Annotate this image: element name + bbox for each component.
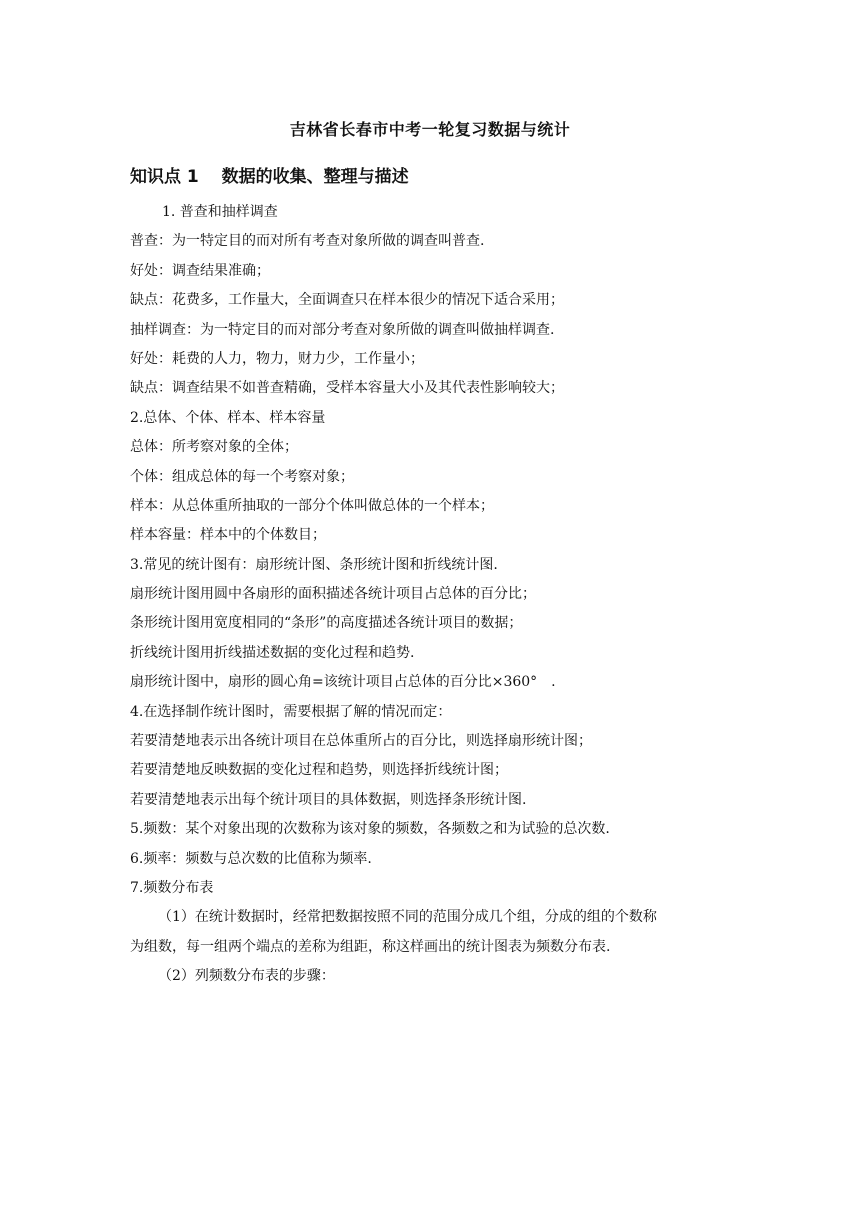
paragraph-line: 好处：耗费的人力，物力，财力少，工作量小； bbox=[130, 350, 424, 367]
paragraph-line: （2）列频数分布表的步骤： bbox=[158, 968, 335, 985]
paragraph-line: 1. 普查和抽样调查 bbox=[162, 204, 278, 220]
paragraph-line: 4.在选择制作统计图时，需要根据了解的情况而定： bbox=[130, 703, 452, 720]
paragraph-line: 若要清楚地表示出每个统计项目的具体数据，则选择条形统计图. bbox=[130, 791, 527, 808]
paragraph-line: 样本：从总体重所抽取的一部分个体叫做总体的一个样本； bbox=[130, 497, 494, 514]
paragraph-line: 若要清楚地反映数据的变化过程和趋势，则选择折线统计图； bbox=[130, 762, 508, 779]
paragraph-line: 普查：为一特定目的而对所有考查对象所做的调查叫普查. bbox=[130, 233, 485, 250]
paragraph-line: 为组数，每一组两个端点的差称为组距，称这样画出的统计图表为频数分布表. bbox=[130, 938, 611, 955]
section-heading: 知识点 1 数据的收集、整理与描述 bbox=[130, 167, 409, 187]
paragraph-line: 5.频数：某个对象出现的次数称为该对象的频数，各频数之和为试验的总次数. bbox=[130, 821, 610, 838]
paragraph-line: 扇形统计图中，扇形的圆心角=该统计项目占总体的百分比×360° . bbox=[130, 674, 556, 691]
paragraph-line: 2.总体、个体、样本、样本容量 bbox=[130, 409, 326, 426]
paragraph-line: 7.频数分布表 bbox=[130, 879, 214, 896]
paragraph-line: 缺点：调查结果不如普查精确，受样本容量大小及其代表性影响较大； bbox=[130, 380, 564, 397]
document-title: 吉林省长春市中考一轮复习数据与统计 bbox=[289, 120, 571, 139]
paragraph-line: 6.频率：频数与总次数的比值称为频率. bbox=[130, 850, 372, 867]
paragraph-line: 条形统计图用宽度相同的“条形”的高度描述各统计项目的数据； bbox=[130, 615, 523, 632]
paragraph-line: 抽样调查：为一特定目的而对部分考查对象所做的调查叫做抽样调查. bbox=[130, 321, 555, 338]
paragraph-line: （1）在统计数据时，经常把数据按照不同的范围分成几个组，分成的组的个数称 bbox=[158, 909, 657, 926]
paragraph-line: 缺点：花费多，工作量大，全面调查只在样本很少的情况下适合采用； bbox=[130, 292, 564, 309]
paragraph-line: 好处：调查结果准确； bbox=[130, 262, 270, 279]
paragraph-line: 扇形统计图用圆中各扇形的面积描述各统计项目占总体的百分比； bbox=[130, 586, 536, 603]
paragraph-line: 样本容量：样本中的个体数目； bbox=[130, 527, 326, 544]
paragraph-line: 折线统计图用折线描述数据的变化过程和趋势. bbox=[130, 644, 415, 661]
document-body bbox=[130, 198, 750, 992]
paragraph-line: 若要清楚地表示出各统计项目在总体重所占的百分比，则选择扇形统计图； bbox=[130, 733, 592, 750]
paragraph-line: 总体：所考察对象的全体； bbox=[130, 439, 298, 456]
paragraph-line: 个体：组成总体的每一个考察对象； bbox=[130, 468, 354, 485]
paragraph-line: 3.常见的统计图有：扇形统计图、条形统计图和折线统计图. bbox=[130, 556, 498, 573]
